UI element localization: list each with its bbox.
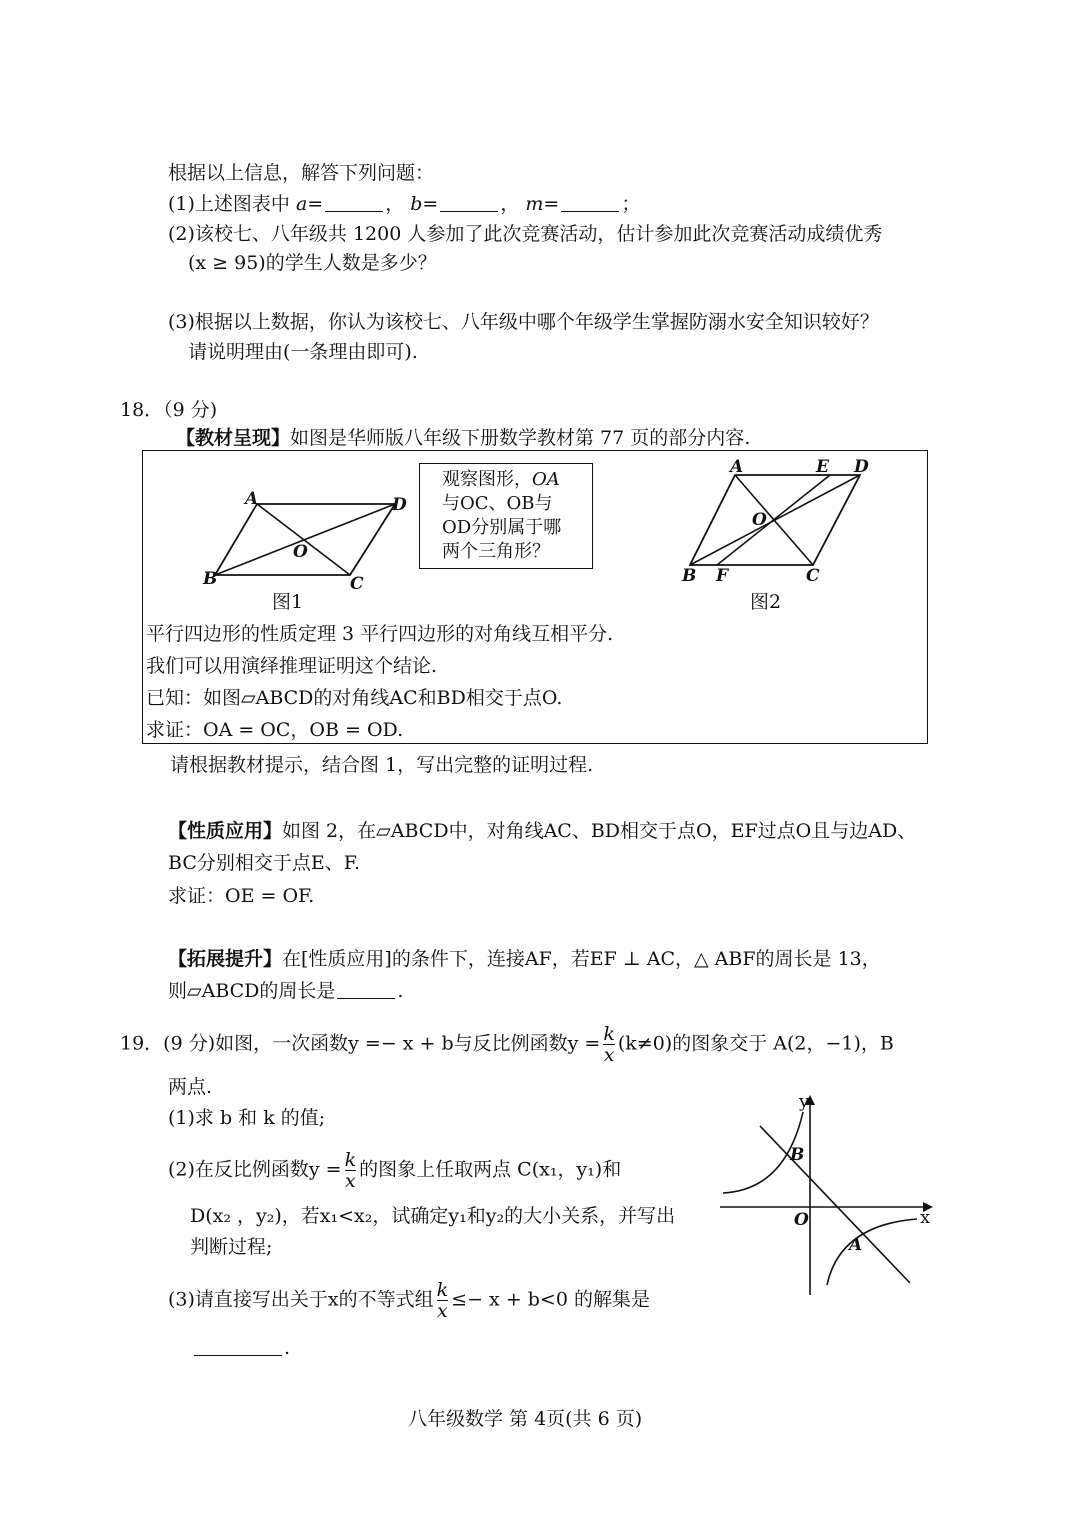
graph-label-A: A — [849, 1235, 863, 1255]
q17-part1: (1)上述图表中 a= ， b= ， m= ； — [168, 193, 641, 215]
svg-text:A: A — [730, 457, 744, 477]
svg-text:F: F — [716, 566, 729, 585]
box-theorem: 平行四边形的性质定理 3 平行四边形的对角线互相平分. — [146, 623, 614, 645]
q17-intro: 根据以上信息，解答下列问题： — [168, 162, 435, 184]
label-C: C — [350, 574, 364, 592]
svg-text:B: B — [682, 566, 697, 585]
observation-note: 观察图形，OA 与OC、OB与 OD分别属于哪 两个三角形？ — [419, 463, 593, 569]
q17-part2-line2: (x ≥ 95)的学生人数是多少？ — [188, 252, 437, 274]
q18-apply-line2: BC分别相交于点E、F. — [168, 852, 360, 874]
q19-part2: (2)在反比例函数y = $\frac{k}{x}$ 的图象上任取两点 C(x₁，y₁)和 — [168, 1149, 622, 1192]
q18-apply-prove: 求证：OE = OF. — [168, 885, 315, 907]
x-axis-label: x — [920, 1207, 931, 1228]
svg-text:C: C — [806, 566, 820, 585]
box-prove: 求证：OA = OC，OB = OD. — [146, 719, 404, 741]
answer-blank-perimeter[interactable] — [337, 980, 395, 999]
figure-2-caption: 图2 — [750, 591, 782, 613]
q18-textbook-line: 【教材呈现】如图是华师版八年级下册数学教材第 77 页的部分内容. — [176, 427, 751, 449]
box-deduction: 我们可以用演绎推理证明这个结论. — [146, 655, 438, 677]
answer-blank-a[interactable] — [325, 193, 383, 212]
q19-part2-line2: D(x₂ ，y₂)，若x₁<x₂，试确定y₁和y₂的大小关系，并写出 — [190, 1205, 676, 1227]
q19-part3: (3)请直接写出关于x的不等式组 $\frac{k}{x}$ ≤− x + b<0 的解集是 — [168, 1279, 650, 1322]
label-D: D — [392, 495, 407, 515]
q18-header: 18．（9 分) — [120, 399, 218, 421]
q18-extend-line1: 【拓展提升】在[性质应用]的条件下，连接AF，若EF ⊥ AC，△ ABF的周长是 13， — [168, 948, 881, 970]
q18-instruction: 请根据教材提示，结合图 1，写出完整的证明过程. — [170, 754, 594, 776]
q19-part1: (1)求 b 和 k 的值; — [168, 1107, 326, 1129]
figure-1-parallelogram — [195, 482, 415, 592]
answer-blank-solution-set[interactable] — [194, 1337, 282, 1356]
label-B: B — [203, 569, 218, 589]
q17-part3-line2: 请说明理由(一条理由即可). — [188, 341, 418, 363]
note-line-1: 观察图形，OA — [442, 469, 560, 490]
q19-part3-answer: . — [192, 1335, 290, 1361]
q19-line2: 两点. — [168, 1076, 213, 1098]
graph-label-B: B — [790, 1145, 805, 1165]
svg-text:E: E — [816, 457, 829, 477]
y-axis-label: y — [799, 1091, 810, 1112]
svg-text:D: D — [854, 457, 869, 477]
q17-part3-line1: (3)根据以上数据，你认为该校七、八年级中哪个年级学生掌握防溺水安全知识较好？ — [168, 311, 879, 333]
fraction-k-over-x: $\frac{k}{x}$ — [603, 1023, 615, 1066]
q19-part2-line3: 判断过程; — [190, 1236, 273, 1258]
label-O: O — [293, 542, 308, 562]
label-A: A — [245, 489, 259, 509]
figure-2-parallelogram — [680, 455, 880, 585]
answer-blank-b[interactable] — [440, 193, 498, 212]
figure-1-caption: 图1 — [272, 591, 304, 613]
coordinate-graph — [715, 1090, 940, 1305]
box-given: 已知：如图▱ABCD的对角线AC和BD相交于点O. — [146, 687, 563, 709]
q17-part2-line1: (2)该校七、八年级共 1200 人参加了此次竞赛活动，估计参加此次竞赛活动成绩优秀 — [168, 223, 883, 245]
page-footer: 八年级数学 第 4页(共 6 页) — [408, 1408, 643, 1430]
q19-header: 19．(9 分)如图，一次函数y =− x + b与反比例函数y = $\frac{k}{x}$ (k≠0)的图象交于 A(2，−1)，B — [120, 1023, 894, 1066]
q18-apply-line1: 【性质应用】如图 2，在▱ABCD中，对角线AC、BD相交于点O，EF过点O且与边AD、 — [168, 820, 917, 842]
q18-extend-line2: 则▱ABCD的周长是 . — [168, 980, 404, 1002]
answer-blank-m[interactable] — [561, 193, 619, 212]
svg-text:O: O — [752, 510, 767, 530]
origin-label: O — [794, 1210, 809, 1230]
